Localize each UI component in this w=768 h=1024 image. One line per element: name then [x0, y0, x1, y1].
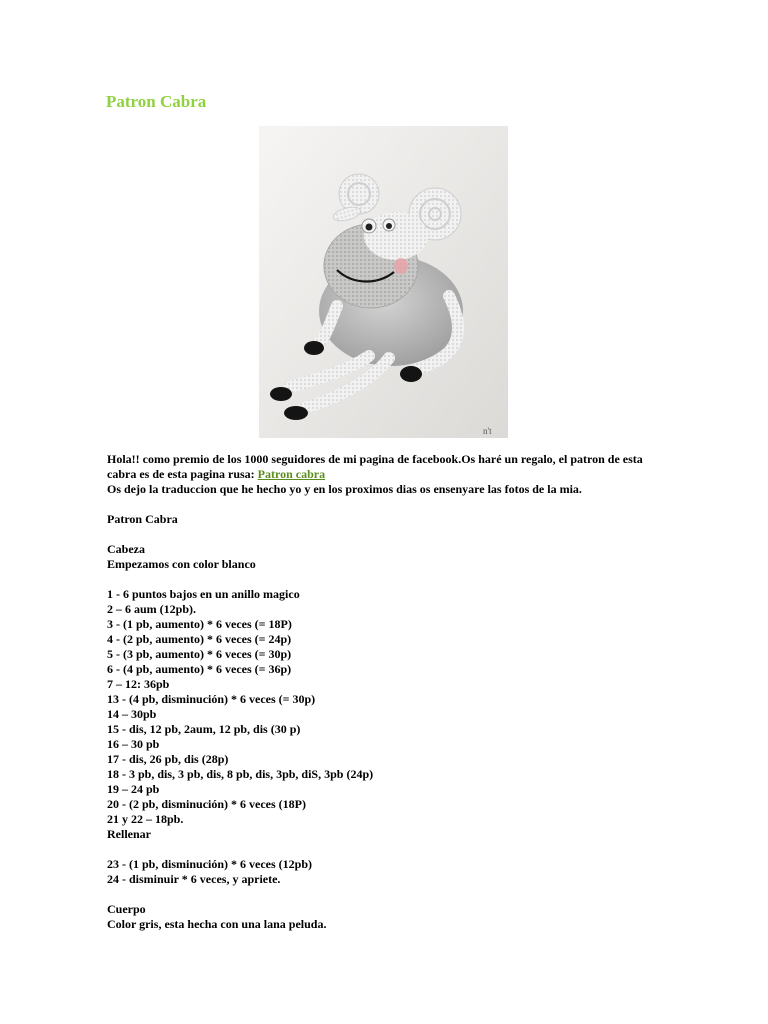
pattern-row: 23 - (1 pb, disminución) * 6 veces (12pb) [107, 857, 313, 871]
pattern-row: 24 - disminuir * 6 veces, y apriete. [107, 872, 281, 886]
goat-left-foot [270, 387, 292, 401]
pattern-title: Patron Cabra [107, 512, 178, 526]
goat-right-eye [386, 223, 392, 229]
pattern-row: 13 - (4 pb, disminución) * 6 veces (= 30p) [107, 692, 316, 706]
pattern-row: 18 - 3 pb, dis, 3 pb, dis, 8 pb, dis, 3pb, diS, 3pb (24p) [107, 767, 374, 781]
pattern-row: 16 – 30 pb [107, 737, 160, 751]
pattern-row: 20 - (2 pb, disminución) * 6 veces (18P) [107, 797, 306, 811]
pattern-row: 5 - (3 pb, aumento) * 6 veces (= 30p) [107, 647, 292, 661]
goat-right-foot [284, 406, 308, 420]
pattern-row: 14 – 30pb [107, 707, 157, 721]
head-subheading: Empezamos con color blanco [107, 557, 256, 571]
pattern-row: 4 - (2 pb, aumento) * 6 veces (= 24p) [107, 632, 292, 646]
pattern-row: Rellenar [107, 827, 151, 841]
goat-left-eye [366, 224, 373, 231]
body-heading: Cuerpo [107, 902, 146, 916]
goat-forehead [364, 212, 428, 260]
pattern-row: 21 y 22 – 18pb. [107, 812, 184, 826]
pattern-row: 2 – 6 aum (12pb). [107, 602, 197, 616]
pattern-row: 15 - dis, 12 pb, 2aum, 12 pb, dis (30 p) [107, 722, 301, 736]
pattern-row: 1 - 6 puntos bajos en un anillo magico [107, 587, 300, 601]
pattern-row: 19 – 24 pb [107, 782, 160, 796]
pattern-link[interactable]: Patron cabra [257, 467, 326, 481]
pattern-row: 17 - dis, 26 pb, dis (28p) [107, 752, 229, 766]
page-title: Patron Cabra [106, 92, 207, 111]
head-heading: Cabeza [107, 542, 145, 556]
goat-right-hoof [400, 366, 422, 382]
photo-signature: n't [483, 426, 492, 436]
intro-paragraph [107, 452, 662, 482]
pattern-row: 3 - (1 pb, aumento) * 6 veces (= 18P) [107, 617, 292, 631]
article-content [107, 452, 662, 932]
body-text: Color gris, esta hecha con una lana peluda. [107, 917, 327, 931]
head-rows-final [107, 857, 662, 887]
intro-second-line: Os dejo la traduccion que he hecho yo y en los proximos dias os ensenyare las fotos de la mia. [107, 482, 582, 496]
amigurumi-goat-photo [259, 126, 508, 438]
pattern-row: 7 – 12: 36pb [107, 677, 170, 691]
pattern-row: 6 - (4 pb, aumento) * 6 veces (= 36p) [107, 662, 292, 676]
intro-text: Hola!! como premio de los 1000 seguidores de mi pagina de facebook.Os haré un regalo, el patron de esta cabra es de esta pagina rusa: [107, 452, 643, 481]
head-rows [107, 587, 662, 842]
goat-left-hoof [304, 341, 324, 355]
goat-cheek [394, 258, 408, 274]
